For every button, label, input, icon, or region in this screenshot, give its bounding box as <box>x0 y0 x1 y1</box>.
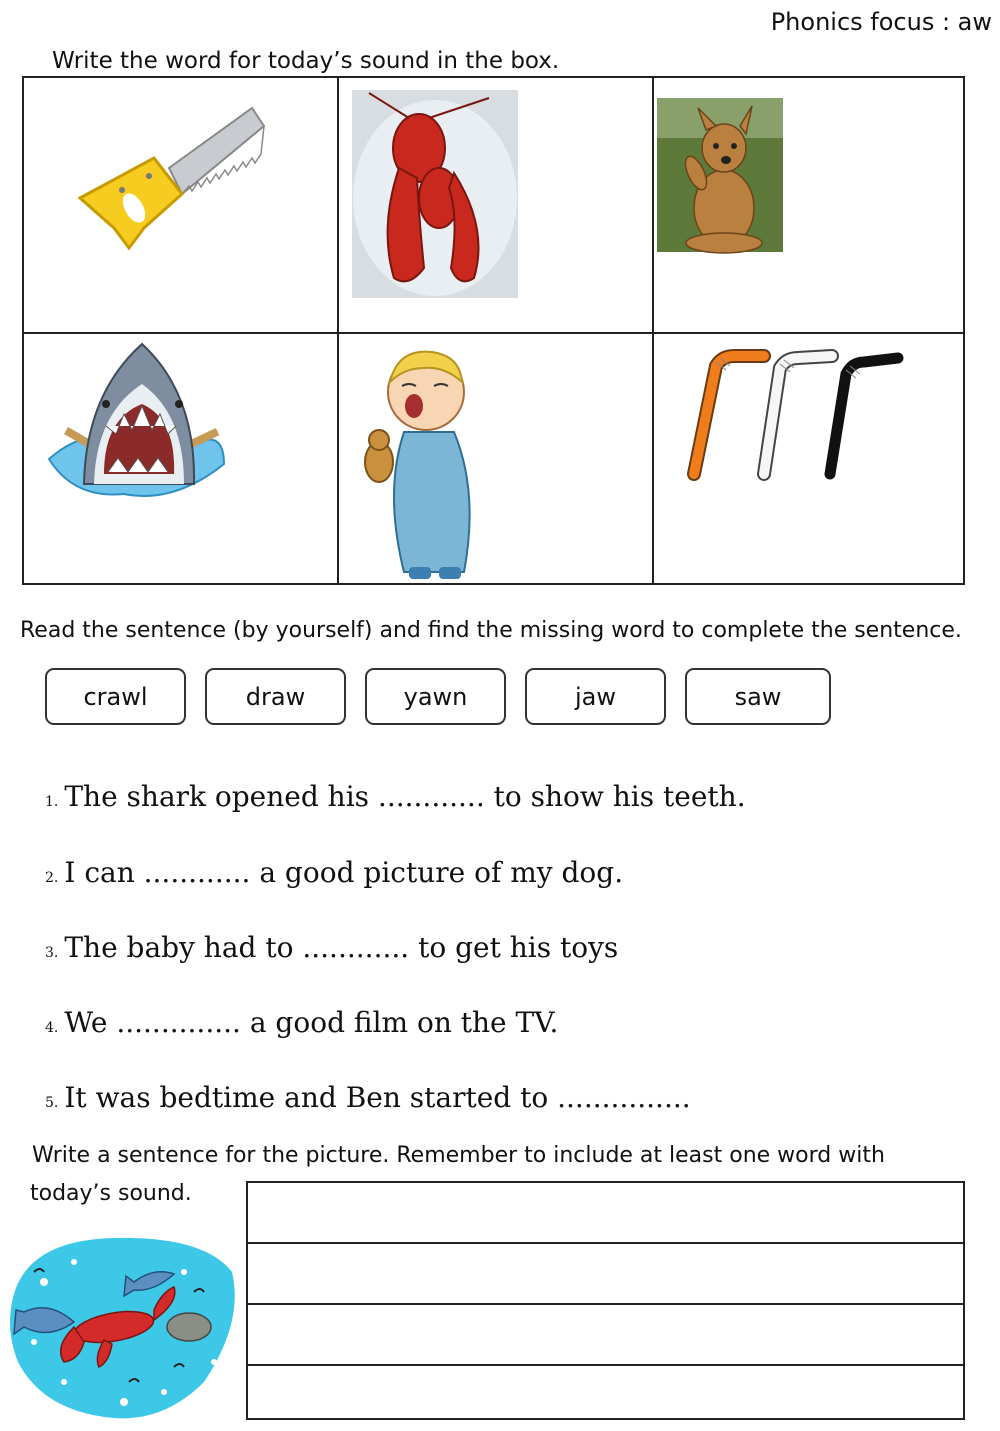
saw-icon <box>24 78 337 332</box>
sentence-number: 2. <box>45 870 59 886</box>
word-bank-draw[interactable]: draw <box>205 668 346 725</box>
shark-jaw-picture <box>24 334 337 583</box>
sea-lobster-picture <box>4 1232 240 1424</box>
section3-instruction-2: today’s sound. <box>30 1181 192 1206</box>
writing-lines[interactable] <box>246 1181 965 1420</box>
writing-line-3[interactable] <box>248 1305 963 1366</box>
grid-cell-dog[interactable] <box>654 78 965 332</box>
section2-instruction: Read the sentence (by yourself) and find the missing word to complete the sentence. <box>20 618 962 643</box>
sentence-number: 5. <box>45 1095 59 1111</box>
sentence-number: 3. <box>45 945 59 961</box>
sentence-2 <box>45 856 623 889</box>
sentence-3 <box>45 931 618 964</box>
straws-picture <box>654 334 965 583</box>
sentence-number: 4. <box>45 1020 59 1036</box>
lobster-picture <box>339 78 652 332</box>
writing-line-4[interactable] <box>248 1366 963 1425</box>
section3-instruction-1: Write a sentence for the picture. Remember to include at least one word with <box>32 1143 885 1168</box>
sentence-text: The shark opened his ............ to show his teeth. <box>64 780 746 813</box>
grid-cell-lobster[interactable] <box>339 78 652 332</box>
picture-grid <box>22 76 965 585</box>
sentence-text: The baby had to ............ to get his toys <box>64 931 619 964</box>
sentence-text: We .............. a good film on the TV. <box>64 1006 559 1039</box>
grid-cell-yawn[interactable] <box>339 334 652 583</box>
grid-cell-saw[interactable] <box>24 78 337 332</box>
phonics-focus: Phonics focus : aw <box>770 8 992 36</box>
grid-cell-straws[interactable] <box>654 334 965 583</box>
word-bank-yawn[interactable]: yawn <box>365 668 506 725</box>
sentence-number: 1. <box>45 794 59 810</box>
writing-line-2[interactable] <box>248 1244 963 1305</box>
yawning-boy-picture <box>339 334 652 583</box>
sentence-4 <box>45 1006 558 1039</box>
writing-line-1[interactable] <box>248 1183 963 1244</box>
grid-cell-shark[interactable] <box>24 334 337 583</box>
word-bank-crawl[interactable]: crawl <box>45 668 186 725</box>
word-bank-saw[interactable]: saw <box>685 668 831 725</box>
sentence-5 <box>45 1081 691 1114</box>
sentence-text: It was bedtime and Ben started to ............... <box>64 1081 691 1114</box>
section1-instruction: Write the word for today’s sound in the box. <box>52 48 560 74</box>
sentence-1 <box>45 780 746 813</box>
sentence-text: I can ............ a good picture of my dog. <box>64 856 624 889</box>
word-bank-jaw[interactable]: jaw <box>525 668 666 725</box>
dog-paw-picture <box>654 78 965 332</box>
